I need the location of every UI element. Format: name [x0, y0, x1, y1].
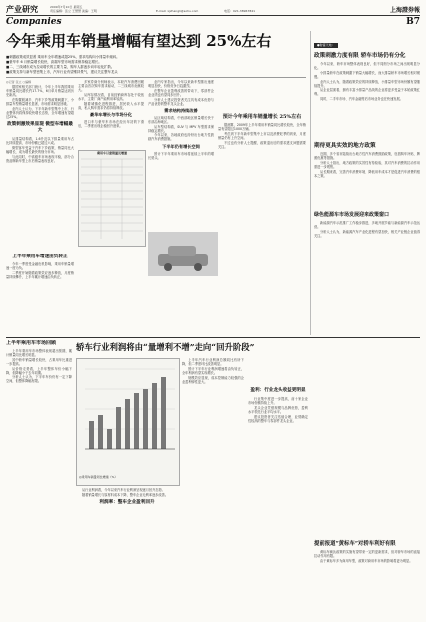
paper-name: 上海證券報 — [389, 7, 420, 14]
right-body-3: 新能源汽车示范推广工作稳步推进，多地开展节能与新能源汽车示范运营。 分析人士认为，新能源汽车产业化进程有望加快，相关产业链企业值得关注。 — [314, 221, 420, 238]
bullet-2: ■豪华车 6 月销量增长较快，高端车型市场需求保持稳定增长。 — [6, 60, 102, 64]
deck-bullets — [6, 55, 306, 75]
article-col-1: ◎记者 张立 ○编辑 据国家相关部门统计，今年上半年我国乘用车销量同比增长约17.7%，6月单月销量达到历史新高。 在购置税减半、汽车下乡等政策刺激下，小排量车型销量增长显著，市场需求明显回暖。 业内人士认为，下半年新车型集中上市，行业整体仍将保持较快增长态势，全年增速有望超过25%。 政策刺激效果显现 微型车增幅最大 从排量结构看，1.6升及以下排量乘用车占比持续提高，市场份额已超过六成。 微型客车受益于汽车下乡政策，销量同比大幅增长，成为增长最快的细分市场。 与此同时，中高级车市场表现平稳，部分合资品牌新车型上市后销量表现良好。 — [6, 80, 74, 163]
headline-divider — [6, 77, 306, 78]
lower-col-4: 盈利：行业龙头收益更明显 行业集中度进一步提高，前十家企业市场份额持续上升。 龙头企业凭借规模与品牌优势，盈利水平领先行业平均水平。 建议投资者关注估值合理、业绩确定性较高的整车与零部件龙头企业。 — [248, 388, 308, 423]
subhead-1: 政策刺激效果显现 微型车增幅最大 — [7, 122, 73, 134]
lower-subhead-b: 盈利：行业龙头收益更明显 — [250, 388, 306, 393]
right-body-4: 黄标车淘汰政策的实施有望带来一定的更新需求，但对轿车市场的直接拉动作用有限。 由于黄标车多为商用车型，政策对商用车市场的影响将更为明显。 — [314, 550, 420, 563]
lower-col-3: 上半年汽车行业利润总额同比有所下降，但二季度环比改善明显。 预计下半年行业利润增速将由负转正，全年利润有望实现增长。 规模效应显现，成本控制能力较强的企业盈利弹性更大。 — [182, 358, 244, 384]
phone-line: 电话：021-38967841 — [224, 9, 256, 13]
editors-line: 责任编辑：张立 王慧慧 美编：王明 — [50, 9, 97, 13]
byline: ◎记者 张立 ○编辑 — [6, 80, 32, 84]
lower-headline: 轿车行业利润将由“量增利不增”走向“回升阶段” — [76, 342, 255, 352]
masthead — [6, 4, 420, 28]
right-body-1: 今年以来，轿车市场整体表现良好，但不同细分市场之间出现明显分化。 小排量轿车在政策刺激下销量大幅增长，而大排量轿车市场增长相对缓慢。 业内人士认为，随着政策效应的持续释放，小排量车型市场份额有望继续提升。 从企业层面看，拥有丰富小排量产品线的企业将更多受益于本轮政策红利。 同时，二手车市场、汽车金融等后市场业务也在快速发展。 — [314, 62, 420, 102]
subhead-col3a: 需求结构持续改善 — [164, 107, 198, 113]
right-headline-1: 政策刺激力度有限 轿车市场仍有分化 — [314, 53, 406, 59]
right-body-2: 近期，多个省市陆续出台地方性汽车消费鼓励政策，包括购车补贴、牌照优惠等措施。 分析人士指出，地方政策的实效性有待检验，其对汽车消费的拉动作用需进一步观察。 从长期来看，完善汽车消费环境、降低用车成本才是促进汽车消费的根本之策。 — [314, 152, 420, 178]
masthead-rule — [6, 15, 420, 16]
section-divider — [6, 337, 420, 338]
page-number: B7 — [406, 17, 420, 27]
date-line: 2009年7月10日 星期五 — [50, 5, 83, 9]
subhead-2: 上半年乘用车增速由负转正 — [12, 254, 68, 259]
bullet-3: ■二、三线城市成为拉动增长的主要力量，购车人群逐步向年轻化扩散。 — [6, 65, 115, 69]
bullet-1: ■刺激政策成效显著 乘用车全年增速或超25%，需求结构向小排量车倾斜。 — [6, 55, 120, 59]
car-icon — [148, 232, 218, 276]
chart-caption: ◎乘用车销量同比增速（%） — [79, 475, 118, 479]
article-col-4: 预计今年乘用车销量增长 25%左右 据测算，2009年上半年乘用车销量同比增长较快，全年销量有望超过1000万辆。 考虑到下半年新车型集中上市以及消费旺季的到来，月度销量仍有上升空间。 不过也有分析人士提醒，政策退出后的需求透支问题需要关注。 — [218, 114, 306, 149]
table-title: 乘用车月度销量及增速 — [96, 151, 127, 155]
right-column — [314, 31, 420, 335]
subhead-col2: 豪华车增长与市场分化 — [90, 111, 132, 117]
bullet-4: ■政策支持与新车型密集上市，汽车行业有望维持景气，建议关注整车龙头 — [6, 70, 118, 74]
article-col-2: 多家券商分析师表示，本轮汽车消费回暖主要由首次购车需求驱动，二三线城市贡献较大。 从库存情况看，目前经销商库存处于较低水平，主要厂商产能利用率较高。 随着城镇化进程推进，居民收入水平提高，私人购车需求仍将持续释放。 豪华车增长与市场分化 进口车与豪华车市场在经历年初的下滑后，二季度出现企稳回升迹象。 — [78, 80, 144, 128]
email-line: E-mail: xjzhangli@sohu.com — [156, 9, 199, 13]
car-photo — [148, 232, 218, 276]
lower-col-1: 上半年乘用车市场回顾 上半年乘用车市场整体表现超出预期，累计销量同比增长明显。 其中轿车销量增长较快，占乘用车比重进一步提高。 从价格走势看，上半年整体车价小幅下降，但降幅小于去年同期。 分析人士认为，下半年车价仍有一定下降空间，但整体降幅有限。 — [6, 340, 72, 384]
lower-subhead-a: 利润率：整车企业盈利回升 — [99, 499, 155, 505]
right-tag: ●财富天地： — [314, 43, 338, 48]
right-lower — [314, 340, 420, 616]
right-headline-3: 绿色能源车市场发展迎来政策窗口 — [314, 212, 390, 218]
table-grid — [79, 155, 145, 243]
lower-col1-title: 上半年乘用车市场回顾 — [6, 340, 57, 346]
right-headline-2: 期待更具实效的地方政策 — [314, 143, 376, 149]
article-col-1b: 上半年乘用车增速由负转正 今年一季度受金融危机影响，乘用车销量增速一度为负。 二季度开始随着政策效应逐步释放，月度销量持续攀升，上半年累计增速由负转正。 — [6, 254, 74, 279]
right-column-divider — [310, 31, 311, 335]
section-en: Companies — [6, 17, 62, 27]
main-headline: 今年乘用车销量增幅有望达到 25%左右 — [6, 32, 272, 50]
subhead-col3b: 下半年仍有增长空间 — [162, 143, 200, 149]
data-table-figure — [78, 150, 146, 247]
section-cn: 产业研究 — [6, 4, 38, 14]
article-col-3: 业内专家指出，今年以来新车型推出速度明显加快，价格竞争日趋激烈。 在整车企业盈利改善的带动下，零部件企业业绩也有望同步回升。 分析人士建议投资者关注具有成本优势与产品优势的整车龙头企业。 需求结构持续改善 从区域结构看，中西部地区销量增长快于东部沿海地区。 从车型结构看，SUV 与 MPV 车型需求保持稳定增长。 今年以来，各地政府也纷纷出台地方性鼓励汽车消费措施。 下半年仍有增长空间 预计下半年乘用车市场将延续上半年的增长势头。 — [148, 80, 214, 160]
bar-chart-graphic — [77, 359, 179, 471]
lower-chart — [76, 358, 180, 486]
right-headline-4: 提前报道“黄标车”对轿车利好有限 — [314, 541, 396, 547]
subhead-col4: 预计今年乘用车销量增长 25%左右 — [222, 114, 302, 120]
lower-col-2: 从行业利润看，今年以来汽车行业利润呈现逐月回升态势。 随着销量增长与原材料成本下降，整车企业毛利率逐步改善。 利润率：整车企业盈利回升 — [76, 488, 178, 616]
